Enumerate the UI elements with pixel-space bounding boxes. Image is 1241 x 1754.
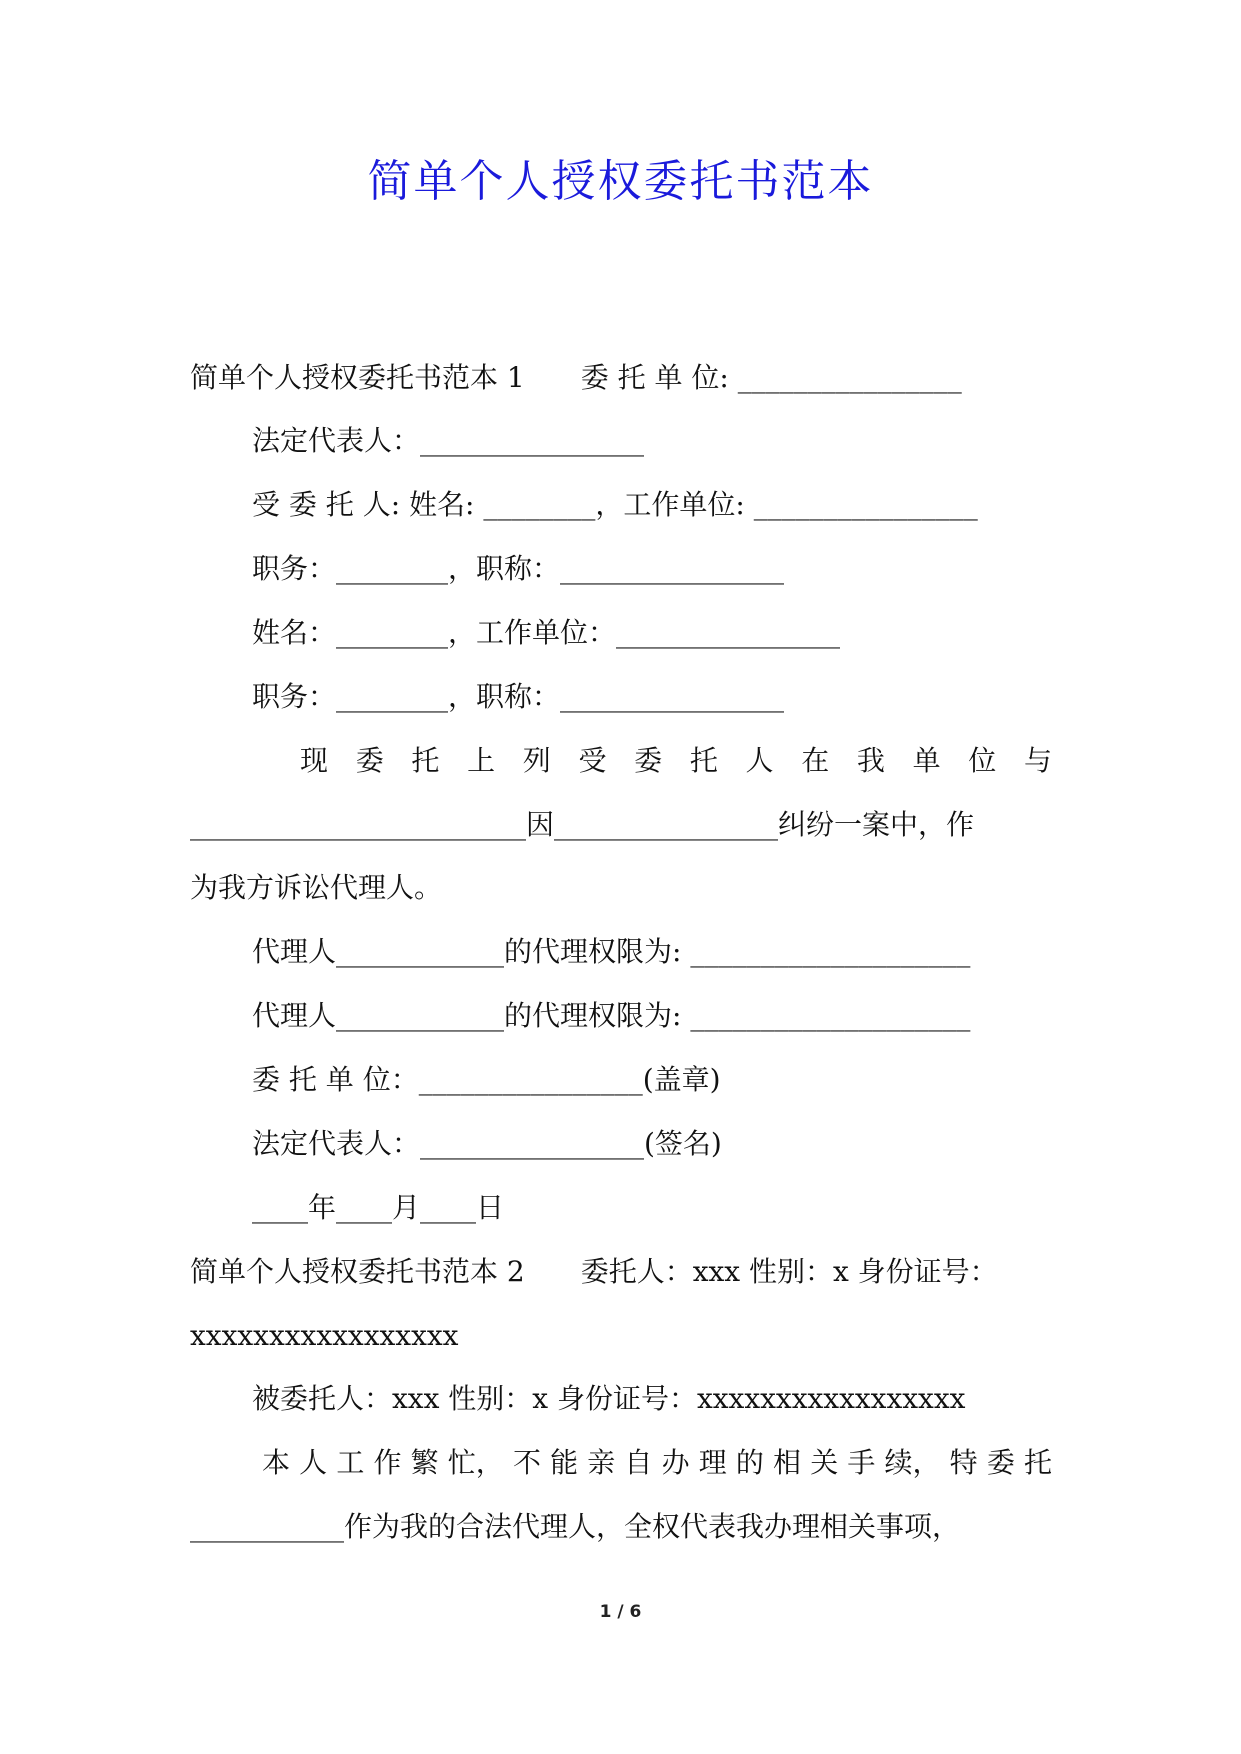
dispute-line: ________________________因________________纠纷一案中，作 xyxy=(190,808,975,841)
litigation-agent-line: 为我方诉讼代理人。 xyxy=(190,871,443,904)
agent-position-line: 职务：________，职称：________________ xyxy=(252,552,785,585)
statement-char: 托 xyxy=(689,744,718,777)
statement-char: 列 xyxy=(522,744,551,777)
legal-representative-line: 法定代表人：________________ xyxy=(252,424,645,457)
page-title: 简单个人授权委托书范本 xyxy=(367,156,874,207)
statement-char: 在 xyxy=(801,744,830,777)
statement-char: 相 xyxy=(773,1446,802,1479)
statement-char: 不 xyxy=(512,1446,541,1479)
statement-char: 能 xyxy=(550,1446,579,1479)
statement-char: 特 xyxy=(949,1446,978,1479)
statement-char: 工 xyxy=(336,1446,365,1479)
statement-char: 亲 xyxy=(587,1446,616,1479)
statement-char: 我 xyxy=(856,744,885,777)
statement-char: 手 xyxy=(847,1446,876,1479)
entrusting-unit-seal-line: 委 托 单 位：________________(盖章) xyxy=(252,1063,721,1096)
statement-char: 人 xyxy=(299,1446,328,1479)
statement-char: 委 xyxy=(986,1446,1015,1479)
date-line: ____年____月____日 xyxy=(252,1191,505,1224)
statement-char: 上 xyxy=(467,744,496,777)
statement-char: 人 xyxy=(745,744,774,777)
agent-authority-line-1: 代理人____________的代理权限为: ____________________ xyxy=(252,935,971,968)
trustee-line: 被委托人：xxx 性别：x 身份证号：xxxxxxxxxxxxxxxxx xyxy=(252,1382,966,1415)
statement-char: 自 xyxy=(624,1446,653,1479)
legal-representative-signature-line: 法定代表人：________________(签名) xyxy=(252,1127,722,1160)
statement-char: 办 xyxy=(661,1446,690,1479)
section-2-heading-line: 简单个人授权委托书范本 2 委托人：xxx 性别：x 身份证号： xyxy=(190,1255,998,1288)
statement-char: 托 xyxy=(411,744,440,777)
statement-char: 繁 xyxy=(410,1446,439,1479)
agent2-position-line: 职务：________，职称：________________ xyxy=(252,680,785,713)
statement-char: 理 xyxy=(698,1446,727,1479)
statement-char: 受 xyxy=(578,744,607,777)
statement-char: 委 xyxy=(355,744,384,777)
statement-char: 作 xyxy=(373,1446,402,1479)
statement-char: 现 xyxy=(300,744,329,777)
principal-id-line: xxxxxxxxxxxxxxxxx xyxy=(190,1319,459,1352)
statement-char: 托 xyxy=(1023,1446,1052,1479)
statement-char: 关 xyxy=(810,1446,839,1479)
statement-char: 位 xyxy=(968,744,997,777)
entrust-statement-line xyxy=(300,741,1052,781)
statement-char: 续， xyxy=(884,1446,941,1479)
section-1-heading-line: 简单个人授权委托书范本 1 委 托 单 位: ________________ xyxy=(190,361,962,394)
agent-name-line: 受 委 托 人: 姓名: ________，工作单位: ________________ xyxy=(252,488,978,521)
statement-char: 忙， xyxy=(447,1446,504,1479)
statement-char: 委 xyxy=(634,744,663,777)
statement-char: 与 xyxy=(1023,744,1052,777)
page-number: 1 / 6 xyxy=(599,1602,642,1622)
agent2-name-line: 姓名：________，工作单位：________________ xyxy=(252,616,841,649)
statement-char: 本 xyxy=(262,1446,291,1479)
legal-agent-line: ___________作为我的合法代理人，全权代表我办理相关事项， xyxy=(190,1510,961,1543)
agent-authority-line-2: 代理人____________的代理权限为: ____________________ xyxy=(252,999,971,1032)
statement-char: 单 xyxy=(912,744,941,777)
statement-char: 的 xyxy=(735,1446,764,1479)
busy-statement-line xyxy=(262,1443,1052,1483)
